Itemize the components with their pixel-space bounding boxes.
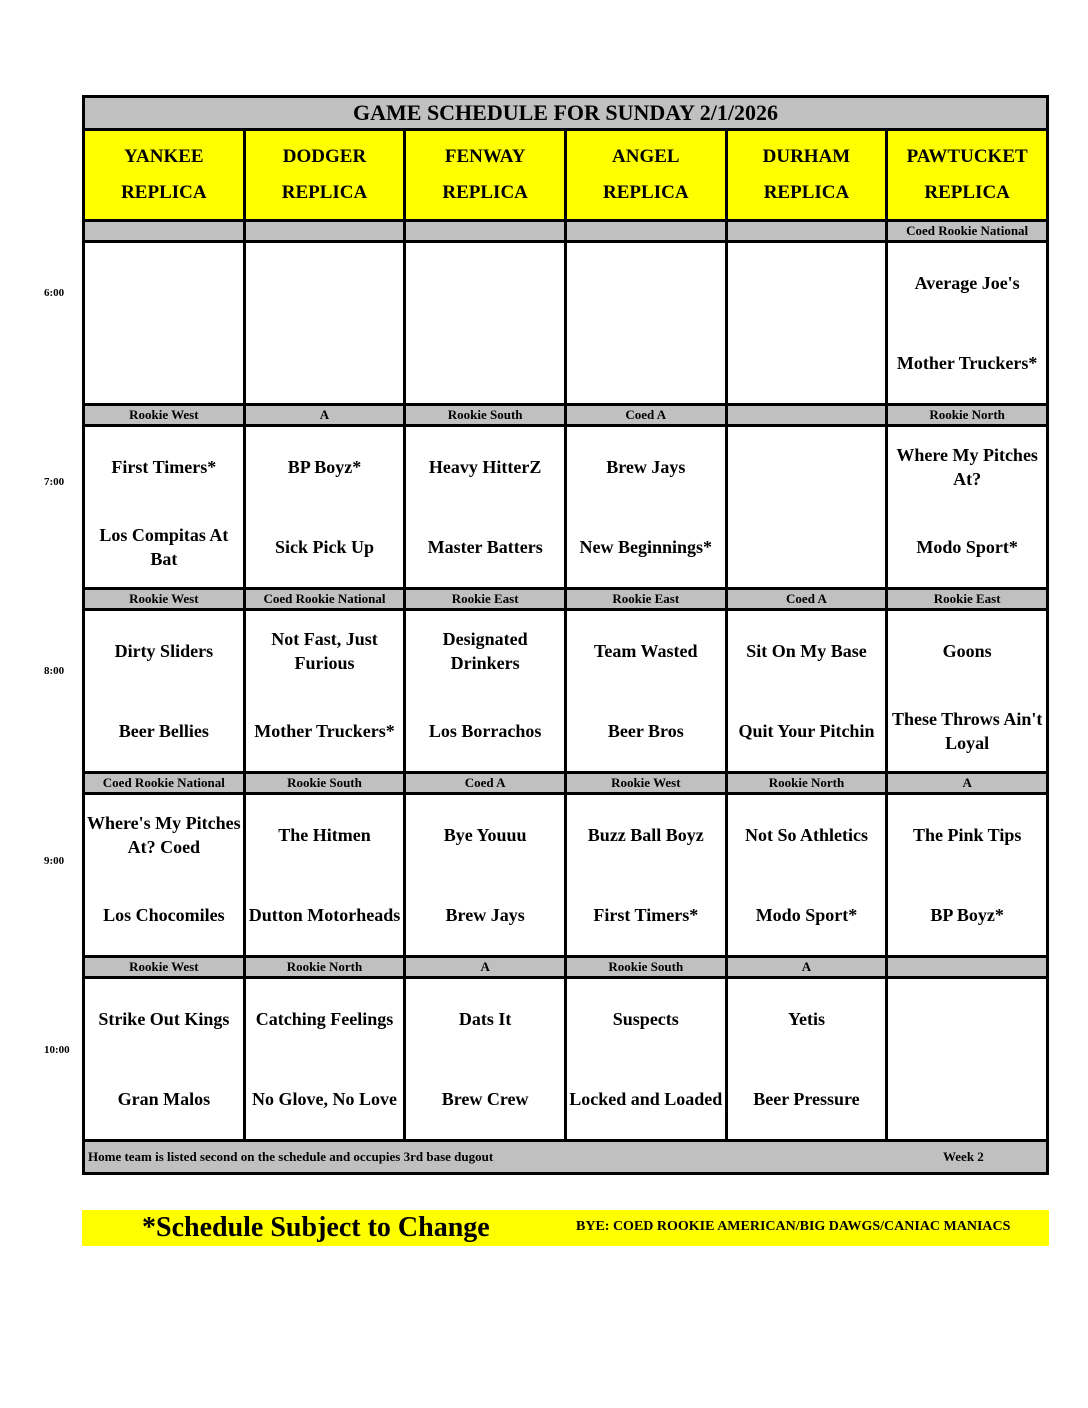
division-label: Coed A [565,405,726,426]
division-label [726,221,887,242]
home-team-note: Home team is listed second on the schedule and occupies 3rd base dugout [88,1149,494,1164]
division-label: Rookie North [244,957,405,978]
home-team: Brew Jays [445,905,525,925]
division-label [84,221,245,242]
game-cell [726,610,887,773]
game-cell [405,794,566,957]
game-cell [887,242,1048,405]
field-name: ANGEL [612,146,680,167]
home-team [406,323,564,403]
home-team [85,323,243,403]
game-cell [84,242,245,405]
division-label: A [726,957,887,978]
away-team: Sit On My Base [746,641,867,661]
home-team [567,323,725,403]
field-subtitle: REPLICA [442,182,528,203]
division-label: Coed A [405,773,566,794]
field-name: FENWAY [444,146,526,167]
away-team: Goons [942,641,992,661]
game-cell [565,610,726,773]
division-label: Coed Rookie National [84,773,245,794]
away-team: Bye Youuu [443,825,527,845]
division-label [887,957,1048,978]
away-team: The Pink Tips [912,825,1022,845]
game-cell [244,794,405,957]
home-team: Quit Your Pitchin [738,721,875,741]
home-team: Los Compitas At Bat [99,525,229,569]
away-team: Buzz Ball Boyz [587,825,704,845]
away-team: Catching Feelings [255,1009,394,1029]
field-name: DURHAM [762,146,851,167]
away-team: Team Wasted [594,641,698,661]
field-header [565,130,726,221]
game-cell [405,610,566,773]
division-label: Rookie East [405,589,566,610]
game-cell [405,426,566,589]
home-team: Los Chocomiles [103,905,225,925]
game-cell [244,242,405,405]
division-label: A [405,957,566,978]
home-team: No Glove, No Love [251,1089,397,1109]
away-team: First Timers* [111,457,217,477]
schedule-change-notice: *Schedule Subject to Change [142,1212,490,1243]
field-header [244,130,405,221]
away-team: Not Fast, Just Furious [271,629,378,673]
bottom-banner [82,1210,1049,1246]
bye-notice: BYE: COED ROOKIE AMERICAN/BIG DAWGS/CANIAC MANIACS [576,1219,1011,1234]
home-team [728,323,886,403]
away-team: Designated Drinkers [442,629,528,673]
field-name: PAWTUCKET [906,146,1028,167]
home-team: First Timers* [593,905,699,925]
game-cell [565,978,726,1141]
schedule-sheet [82,95,1049,1175]
division-label: Rookie South [405,405,566,426]
game-cell [84,426,245,589]
home-team: BP Boyz* [930,905,1004,925]
division-label [405,221,566,242]
home-team: Mother Truckers* [896,353,1038,373]
away-team [888,979,1046,1059]
time-label: 8:00 [44,665,65,677]
division-label [244,221,405,242]
game-cell [726,794,887,957]
home-team: Sick Pick Up [274,537,374,557]
home-team: Beer Pressure [753,1089,860,1109]
field-header [405,130,566,221]
away-team: Dirty Sliders [114,641,214,661]
week-label: Week 2 [943,1149,984,1164]
away-team: Strike Out Kings [98,1009,230,1029]
away-team: Not So Athletics [744,825,868,845]
away-team [85,243,243,323]
game-cell [244,610,405,773]
game-cell [84,978,245,1141]
division-label: Rookie North [726,773,887,794]
home-team: Beer Bellies [118,721,209,741]
game-cell [565,242,726,405]
away-team: BP Boyz* [287,457,362,477]
game-cell [726,426,887,589]
game-cell [565,794,726,957]
field-header [84,130,245,221]
game-cell [887,978,1048,1141]
home-team [246,323,404,403]
home-team: Los Borrachos [428,721,542,741]
time-label: 10:00 [44,1044,70,1056]
away-team: Average Joe's [914,273,1020,293]
away-team: Where's My Pitches At? Coed [87,813,241,857]
division-label [726,405,887,426]
division-label: A [887,773,1048,794]
division-label: Rookie South [244,773,405,794]
away-team [567,243,725,323]
game-cell [887,610,1048,773]
division-label: A [244,405,405,426]
division-label: Rookie East [887,589,1048,610]
time-label: 9:00 [44,855,65,867]
field-subtitle: REPLICA [281,182,368,203]
home-team: Brew Crew [441,1089,529,1109]
home-team: New Beginnings* [579,537,713,557]
away-team [728,243,886,323]
game-cell [405,978,566,1141]
division-label: Coed Rookie National [244,589,405,610]
field-subtitle: REPLICA [924,182,1010,203]
division-label: Rookie West [565,773,726,794]
home-team [728,507,886,587]
division-label: Rookie West [84,589,245,610]
home-team: Modo Sport* [916,537,1018,557]
field-subtitle: REPLICA [121,182,207,203]
game-cell [887,794,1048,957]
division-label: Rookie West [84,405,245,426]
division-label: Rookie South [565,957,726,978]
away-team: The Hitmen [278,825,371,845]
field-header [887,130,1048,221]
home-team: Beer Bros [607,721,684,741]
home-team: Master Batters [427,537,543,557]
field-name: YANKEE [124,146,204,167]
away-team: Yetis [787,1009,825,1029]
division-label: Rookie North [887,405,1048,426]
away-team [406,243,564,323]
away-team: Brew Jays [606,457,686,477]
time-label: 7:00 [44,476,65,488]
home-team: Dutton Motorheads [248,905,401,925]
away-team: Heavy HitterZ [428,457,542,477]
field-name: DODGER [282,146,367,167]
home-team [888,1059,1046,1139]
game-cell [726,242,887,405]
game-cell [726,978,887,1141]
game-cell [405,242,566,405]
schedule-table [82,95,1049,1175]
home-team: These Throws Ain't Loyal [891,709,1043,753]
division-label [565,221,726,242]
away-team: Suspects [612,1009,679,1029]
home-team: Locked and Loaded [569,1089,723,1109]
field-subtitle: REPLICA [603,182,689,203]
game-cell [565,426,726,589]
division-label: Coed Rookie National [887,221,1048,242]
home-team: Modo Sport* [755,905,858,925]
home-team: Mother Truckers* [254,721,395,741]
division-label: Rookie West [84,957,245,978]
game-cell [84,610,245,773]
field-header [726,130,887,221]
away-team [728,427,886,507]
division-label: Coed A [726,589,887,610]
time-label: 6:00 [44,287,65,299]
home-team: Gran Malos [117,1089,211,1109]
field-subtitle: REPLICA [763,182,850,203]
division-label: Rookie East [565,589,726,610]
game-cell [84,794,245,957]
away-team [246,243,404,323]
game-cell [887,426,1048,589]
away-team: Where My Pitches At? [896,445,1038,489]
away-team: Dats It [458,1009,512,1029]
game-cell [244,426,405,589]
schedule-title: GAME SCHEDULE FOR SUNDAY 2/1/2026 [84,97,1048,130]
footer-row [84,1141,1048,1174]
game-cell [244,978,405,1141]
